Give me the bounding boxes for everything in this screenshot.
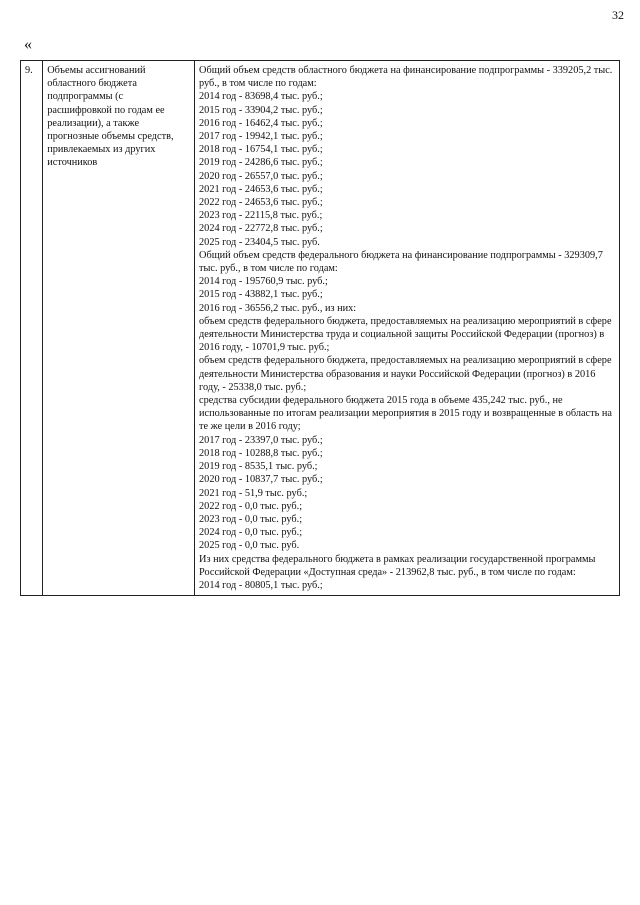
content-line: 2017 год - 23397,0 тыс. руб.; <box>199 434 323 446</box>
content-line: 2025 год - 23404,5 тыс. руб. <box>199 236 320 248</box>
content-line: 2024 год - 0,0 тыс. руб.; <box>199 527 303 539</box>
content-line: 2017 год - 19942,1 тыс. руб.; <box>199 131 323 143</box>
content-line: 2023 год - 22115,8 тыс. руб.; <box>199 210 323 222</box>
content-line: 2022 год - 24653,6 тыс. руб.; <box>199 197 323 209</box>
content-line: 2022 год - 0,0 тыс. руб.; <box>199 500 303 512</box>
content-line: 2024 год - 22772,8 тыс. руб.; <box>199 223 323 235</box>
content-line: Общий объем средств федерального бюджета на финансирование подпрограммы - 329309,7 тыс. руб., в том числе по годам: <box>199 249 603 275</box>
content-line: объем средств федерального бюджета, предоставляемых на реализацию мероприятий в сфере деятельности Министерства образования и науки Российской Федерации (прогноз) в 2016 году, - 25338,0 тыс. руб.; <box>199 355 612 393</box>
content-line: 2020 год - 26557,0 тыс. руб.; <box>199 170 323 182</box>
content-line: объем средств федерального бюджета, предоставляемых на реализацию мероприятий в сфере деятельности Министерства труда и социальной защиты Российской Федерации (прогноз) в 2016 году, - 10701,9 тыс. руб.; <box>199 315 612 354</box>
content-line: 2020 год - 10837,7 тыс. руб.; <box>199 474 323 486</box>
content-line: 2014 год - 80805,1 тыс. руб.; <box>199 579 323 591</box>
content-line: Общий объем средств областного бюджета на финансирование подпрограммы - 339205,2 тыс. руб., в том числе по годам: <box>199 65 613 90</box>
content-line: 2015 год - 33904,2 тыс. руб.; <box>199 104 323 116</box>
content-line: 2016 год - 36556,2 тыс. руб., из них: <box>199 302 357 314</box>
content-line: 2019 год - 24286,6 тыс. руб.; <box>199 157 323 169</box>
row-label-cell <box>43 61 195 596</box>
content-line: 2018 год - 16754,1 тыс. руб.; <box>199 144 323 156</box>
content-line: 2019 год - 8535,1 тыс. руб.; <box>199 461 318 473</box>
content-line: 2014 год - 83698,4 тыс. руб.; <box>199 91 323 103</box>
content-line: 2021 год - 51,9 тыс. руб.; <box>199 487 308 499</box>
content-line: 2021 год - 24653,6 тыс. руб.; <box>199 183 323 195</box>
content-line: Из них средства федерального бюджета в рамках реализации государственной программы Российской Федерации «Доступная среда» - 213962,8 тыс. руб., в том числе по годам: <box>199 553 596 578</box>
row-number: 9. <box>25 65 33 76</box>
content-line: 2018 год - 10288,8 тыс. руб.; <box>199 447 323 459</box>
row-number-cell <box>21 61 43 596</box>
program-table <box>20 60 620 596</box>
page-number: 32 <box>612 8 624 22</box>
content-line: 2025 год - 0,0 тыс. руб. <box>199 540 300 552</box>
content-line: 2023 год - 0,0 тыс. руб.; <box>199 513 303 525</box>
content-line: средства субсидии федерального бюджета 2015 года в объеме 435,242 тыс. руб., не использованные по итогам реализации мероприятия в 2015 году и возвращенные в область на те же цели в 2016 году; <box>199 395 612 433</box>
content-line: 2016 год - 16462,4 тыс. руб.; <box>199 117 323 129</box>
opening-quote-mark: « <box>24 36 32 53</box>
table-row <box>21 61 620 596</box>
row-content-cell <box>195 61 620 596</box>
content-line: 2014 год - 195760,9 тыс. руб.; <box>199 276 328 288</box>
content-line: 2015 год - 43882,1 тыс. руб.; <box>199 289 323 301</box>
row-label: Объемы ассигнований областного бюджета подпрограммы (с расшифровкой по годам ее реализации), а также прогнозные объемы средств, привлекаемых из других источников <box>47 65 174 169</box>
